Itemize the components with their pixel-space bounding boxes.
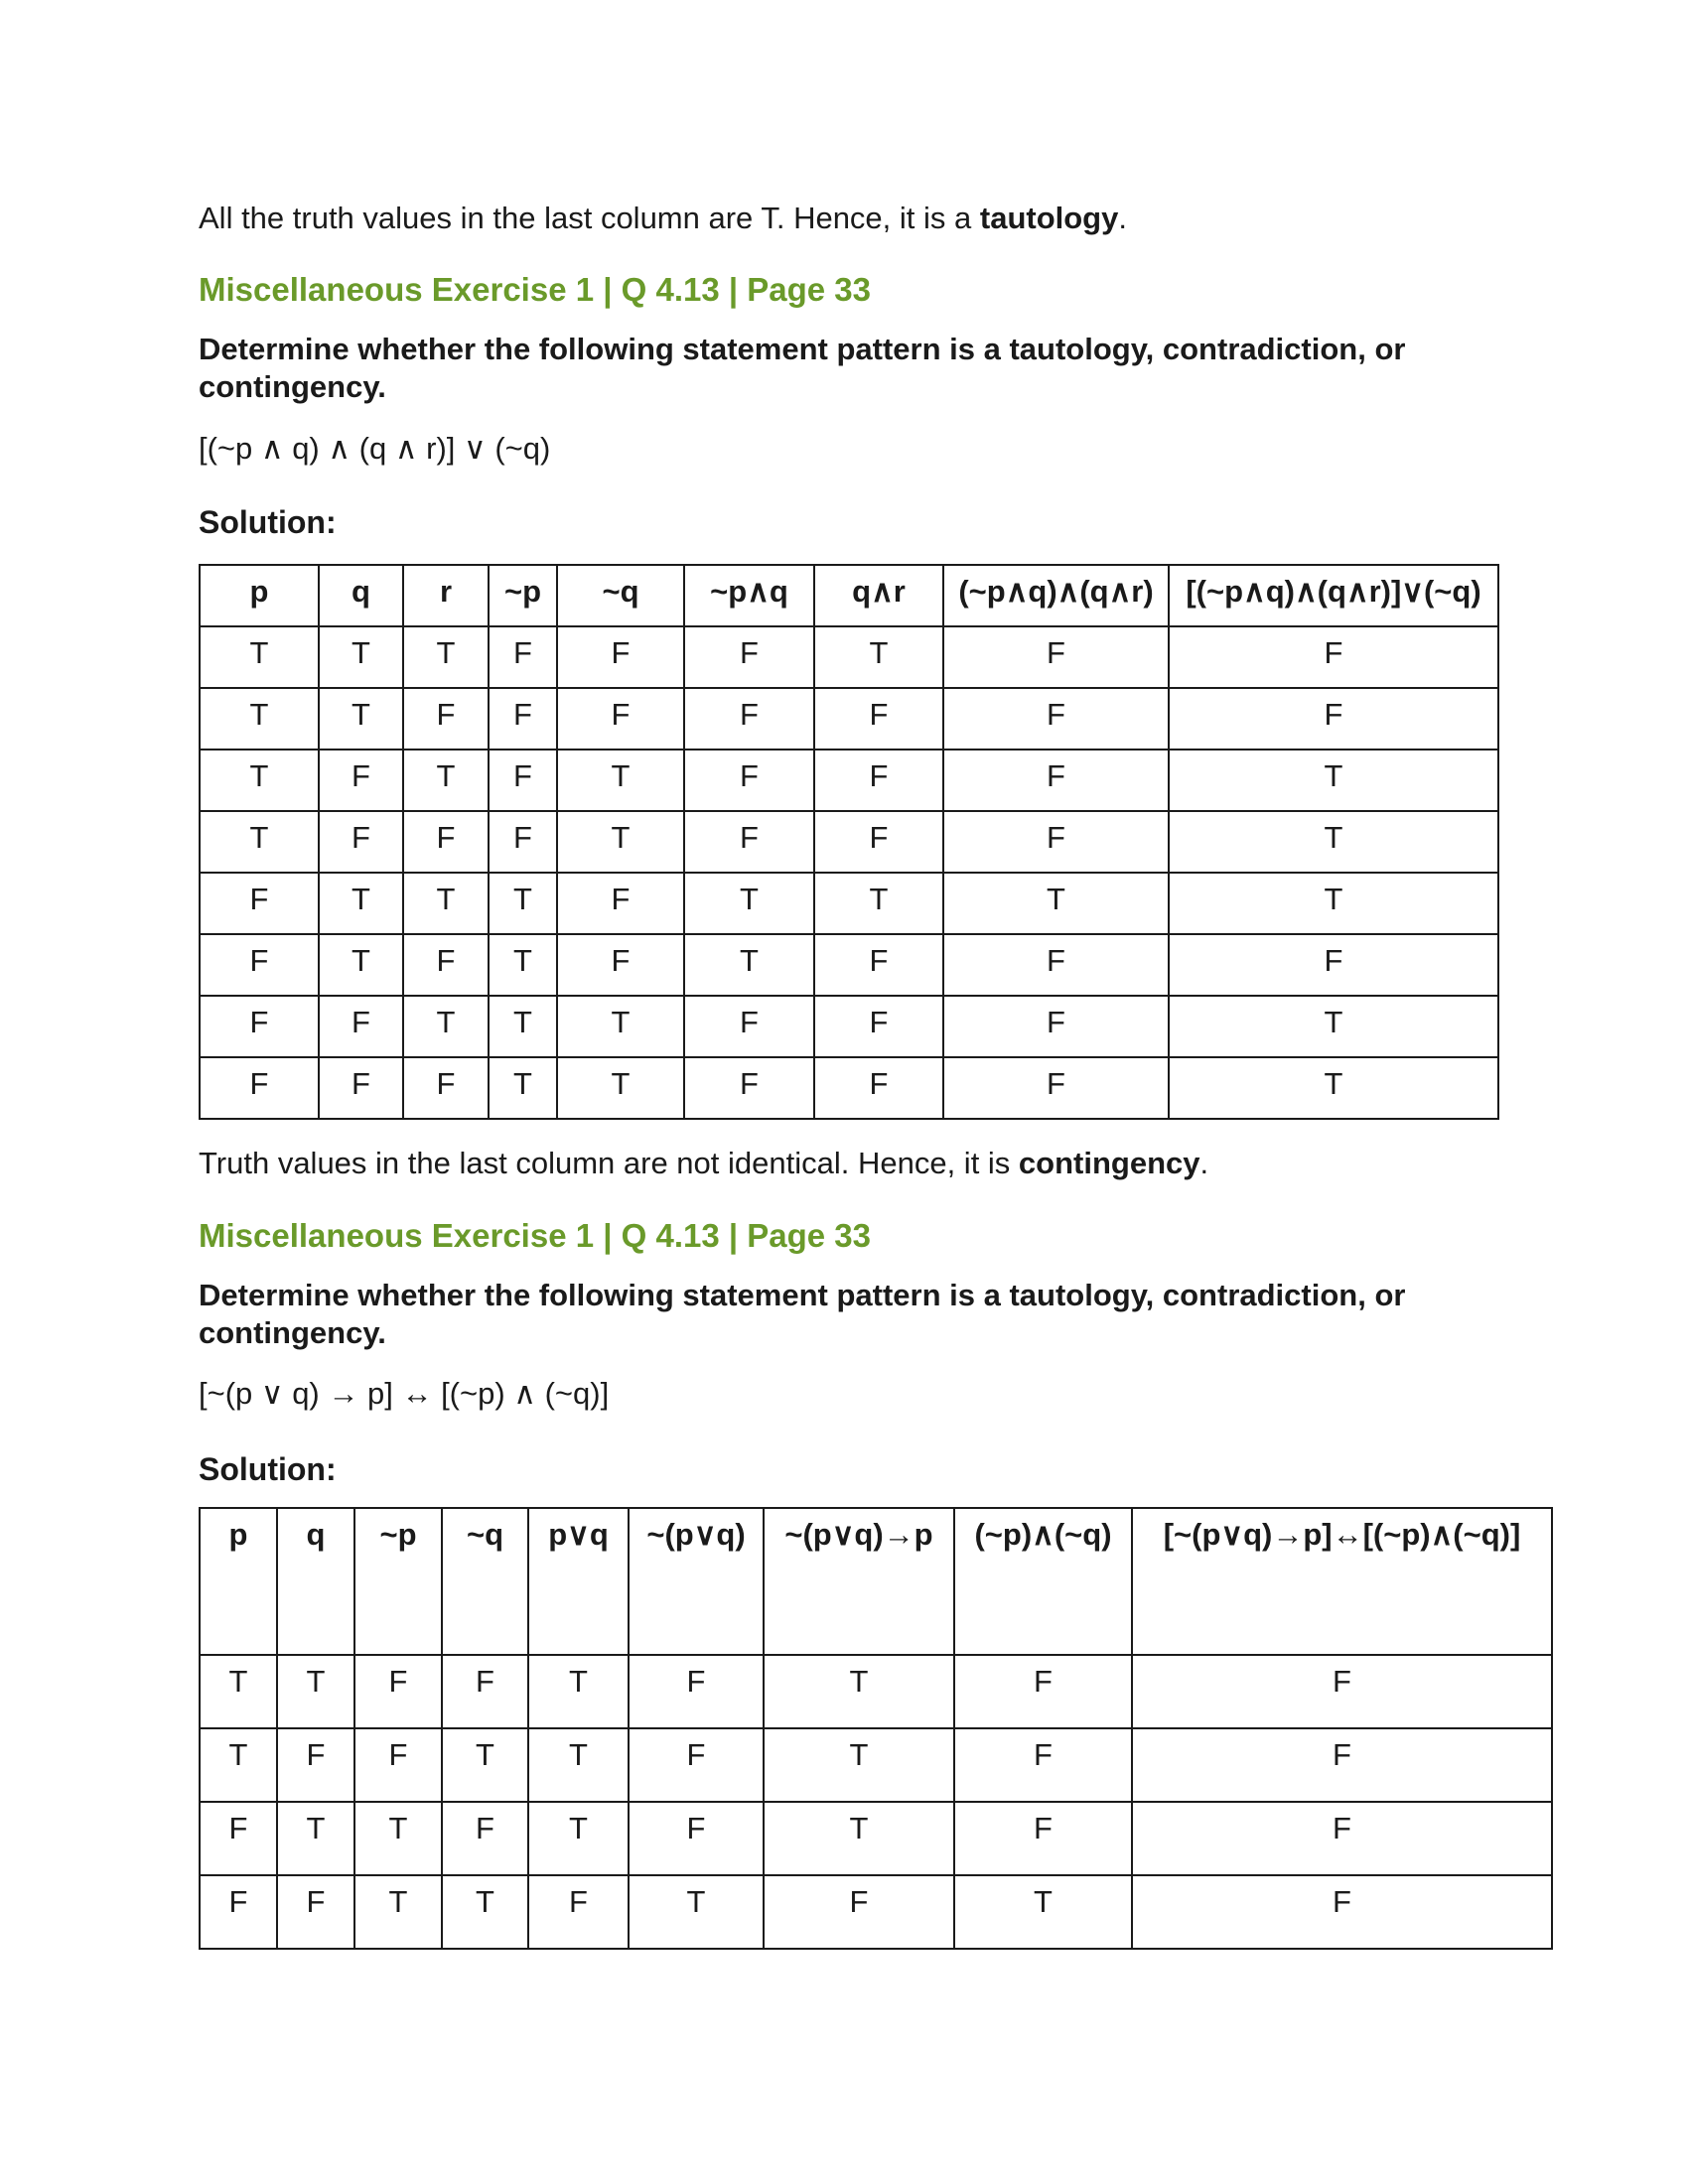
- table-cell: T: [319, 934, 403, 996]
- table-cell: T: [277, 1655, 354, 1728]
- table-cell: T: [489, 996, 557, 1057]
- table-cell: T: [200, 811, 319, 873]
- table2-body: [200, 1655, 1552, 1949]
- table-cell: F: [1132, 1802, 1552, 1875]
- table-row: [200, 1057, 1498, 1119]
- column-header: [~(p∨q)→p]↔[(~p)∧(~q)]: [1132, 1508, 1552, 1655]
- table-cell: F: [200, 1875, 277, 1949]
- section2-heading: Miscellaneous Exercise 1 | Q 4.13 | Page 33: [199, 1217, 872, 1254]
- table-cell: F: [684, 1057, 814, 1119]
- table-cell: F: [528, 1875, 629, 1949]
- table-cell: F: [1132, 1728, 1552, 1802]
- table-cell: T: [528, 1728, 629, 1802]
- table-row: [200, 1655, 1552, 1728]
- table-cell: F: [319, 1057, 403, 1119]
- table-cell: F: [557, 626, 684, 688]
- section2-solution-label: Solution:: [199, 1451, 337, 1487]
- table-cell: F: [442, 1655, 528, 1728]
- table-cell: F: [403, 934, 489, 996]
- table-cell: F: [684, 688, 814, 750]
- table-cell: F: [1169, 626, 1498, 688]
- table-cell: F: [1169, 688, 1498, 750]
- table-cell: F: [277, 1728, 354, 1802]
- table-cell: F: [954, 1728, 1132, 1802]
- table-cell: T: [442, 1875, 528, 1949]
- table-cell: F: [814, 1057, 943, 1119]
- table-cell: F: [1169, 934, 1498, 996]
- table-cell: F: [814, 811, 943, 873]
- table-cell: F: [629, 1728, 764, 1802]
- table-cell: F: [557, 873, 684, 934]
- column-header: p: [200, 1508, 277, 1655]
- table-cell: F: [403, 688, 489, 750]
- table-row: [200, 934, 1498, 996]
- section2-expression: [~(p ∨ q) → p] ↔ [(~p) ∧ (~q)]: [199, 1376, 610, 1411]
- column-header: r: [403, 565, 489, 626]
- table-cell: T: [319, 626, 403, 688]
- table-cell: F: [943, 688, 1169, 750]
- table-cell: T: [200, 1655, 277, 1728]
- table-cell: T: [354, 1802, 442, 1875]
- table-row: [200, 1875, 1552, 1949]
- section1-conclusion: Truth values in the last column are not identical. Hence, it is contingency.: [199, 1146, 1209, 1180]
- table-cell: T: [403, 873, 489, 934]
- table-cell: F: [943, 626, 1169, 688]
- section1-question: Determine whether the following statement pattern is a tautology, contradiction, or contingency.: [199, 332, 1406, 404]
- table-cell: F: [200, 873, 319, 934]
- table-cell: T: [200, 626, 319, 688]
- table-cell: F: [954, 1802, 1132, 1875]
- column-header: ~(p∨q): [629, 1508, 764, 1655]
- table-cell: F: [814, 996, 943, 1057]
- table-cell: F: [629, 1655, 764, 1728]
- table-row: [200, 1802, 1552, 1875]
- table-cell: T: [943, 873, 1169, 934]
- column-header: ~p: [489, 565, 557, 626]
- table-cell: F: [1132, 1655, 1552, 1728]
- table-cell: F: [943, 750, 1169, 811]
- table-cell: T: [319, 688, 403, 750]
- table-cell: F: [684, 750, 814, 811]
- table-cell: T: [764, 1802, 954, 1875]
- table-cell: F: [403, 811, 489, 873]
- table-row: [200, 811, 1498, 873]
- table-cell: T: [1169, 750, 1498, 811]
- table-cell: F: [319, 996, 403, 1057]
- table-cell: F: [814, 750, 943, 811]
- table-cell: T: [557, 1057, 684, 1119]
- column-header: ~p∧q: [684, 565, 814, 626]
- column-header: q: [277, 1508, 354, 1655]
- table-cell: F: [319, 811, 403, 873]
- table-cell: T: [403, 996, 489, 1057]
- table-cell: T: [442, 1728, 528, 1802]
- table-cell: F: [200, 1802, 277, 1875]
- table-cell: F: [489, 688, 557, 750]
- table-cell: T: [200, 688, 319, 750]
- table1-header-row: [200, 565, 1498, 626]
- section1-heading: Miscellaneous Exercise 1 | Q 4.13 | Page 33: [199, 271, 872, 308]
- table-cell: T: [403, 750, 489, 811]
- table-cell: T: [684, 934, 814, 996]
- column-header: ~p: [354, 1508, 442, 1655]
- table-cell: T: [557, 996, 684, 1057]
- table-cell: T: [354, 1875, 442, 1949]
- table-cell: T: [528, 1655, 629, 1728]
- table-cell: T: [814, 626, 943, 688]
- column-header: (~p)∧(~q): [954, 1508, 1132, 1655]
- table-row: [200, 996, 1498, 1057]
- intro-bold: tautology: [979, 201, 1119, 235]
- column-header: q: [319, 565, 403, 626]
- table-row: [200, 750, 1498, 811]
- table-cell: T: [954, 1875, 1132, 1949]
- column-header: p∨q: [528, 1508, 629, 1655]
- table-cell: T: [403, 626, 489, 688]
- table-cell: F: [684, 811, 814, 873]
- table-cell: F: [814, 934, 943, 996]
- table-cell: F: [943, 934, 1169, 996]
- column-header: ~q: [442, 1508, 528, 1655]
- table-cell: T: [764, 1728, 954, 1802]
- table-cell: F: [557, 688, 684, 750]
- table-cell: T: [489, 934, 557, 996]
- table-cell: T: [1169, 996, 1498, 1057]
- table-cell: F: [557, 934, 684, 996]
- table-cell: F: [277, 1875, 354, 1949]
- table-cell: F: [684, 996, 814, 1057]
- table-row: [200, 626, 1498, 688]
- table-row: [200, 873, 1498, 934]
- table-cell: F: [354, 1728, 442, 1802]
- table-cell: F: [442, 1802, 528, 1875]
- intro-text: All the truth values in the last column are T. Hence, it is a tautology.: [199, 201, 1127, 235]
- table-cell: F: [684, 626, 814, 688]
- table2-header-row: [200, 1508, 1552, 1655]
- table-cell: F: [489, 626, 557, 688]
- table-cell: T: [319, 873, 403, 934]
- table-row: [200, 688, 1498, 750]
- table-cell: T: [764, 1655, 954, 1728]
- table-cell: F: [814, 688, 943, 750]
- table1-body: [200, 626, 1498, 1119]
- table-cell: T: [528, 1802, 629, 1875]
- section2-question: Determine whether the following statement pattern is a tautology, contradiction, or contingency.: [199, 1278, 1406, 1350]
- table-cell: T: [557, 750, 684, 811]
- table-cell: F: [200, 1057, 319, 1119]
- table-cell: F: [200, 934, 319, 996]
- column-header: [(~p∧q)∧(q∧r)]∨(~q): [1169, 565, 1498, 626]
- table-cell: F: [943, 996, 1169, 1057]
- column-header: ~q: [557, 565, 684, 626]
- table-cell: F: [200, 996, 319, 1057]
- conclusion-bold: contingency: [1018, 1146, 1200, 1180]
- table-cell: T: [1169, 1057, 1498, 1119]
- table-cell: F: [629, 1802, 764, 1875]
- table-cell: F: [1132, 1875, 1552, 1949]
- table-cell: F: [403, 1057, 489, 1119]
- table-cell: F: [954, 1655, 1132, 1728]
- table-cell: T: [277, 1802, 354, 1875]
- column-header: ~(p∨q)→p: [764, 1508, 954, 1655]
- table-cell: T: [489, 873, 557, 934]
- section1-solution-label: Solution:: [199, 504, 337, 540]
- table-cell: F: [489, 811, 557, 873]
- column-header: (~p∧q)∧(q∧r): [943, 565, 1169, 626]
- table-cell: T: [489, 1057, 557, 1119]
- table-cell: T: [1169, 873, 1498, 934]
- table-row: [200, 1728, 1552, 1802]
- table-cell: T: [814, 873, 943, 934]
- table-cell: F: [489, 750, 557, 811]
- table-cell: F: [943, 811, 1169, 873]
- table-cell: F: [354, 1655, 442, 1728]
- table-cell: T: [1169, 811, 1498, 873]
- table-cell: F: [764, 1875, 954, 1949]
- table-cell: T: [684, 873, 814, 934]
- column-header: p: [200, 565, 319, 626]
- section1-expression: [(~p ∧ q) ∧ (q ∧ r)] ∨ (~q): [199, 431, 551, 466]
- table-cell: T: [200, 750, 319, 811]
- truth-table-2: [199, 1507, 1553, 1950]
- table-cell: T: [629, 1875, 764, 1949]
- table-cell: F: [943, 1057, 1169, 1119]
- table-cell: F: [319, 750, 403, 811]
- truth-table-1: [199, 564, 1499, 1120]
- table-cell: T: [557, 811, 684, 873]
- column-header: q∧r: [814, 565, 943, 626]
- table-cell: T: [200, 1728, 277, 1802]
